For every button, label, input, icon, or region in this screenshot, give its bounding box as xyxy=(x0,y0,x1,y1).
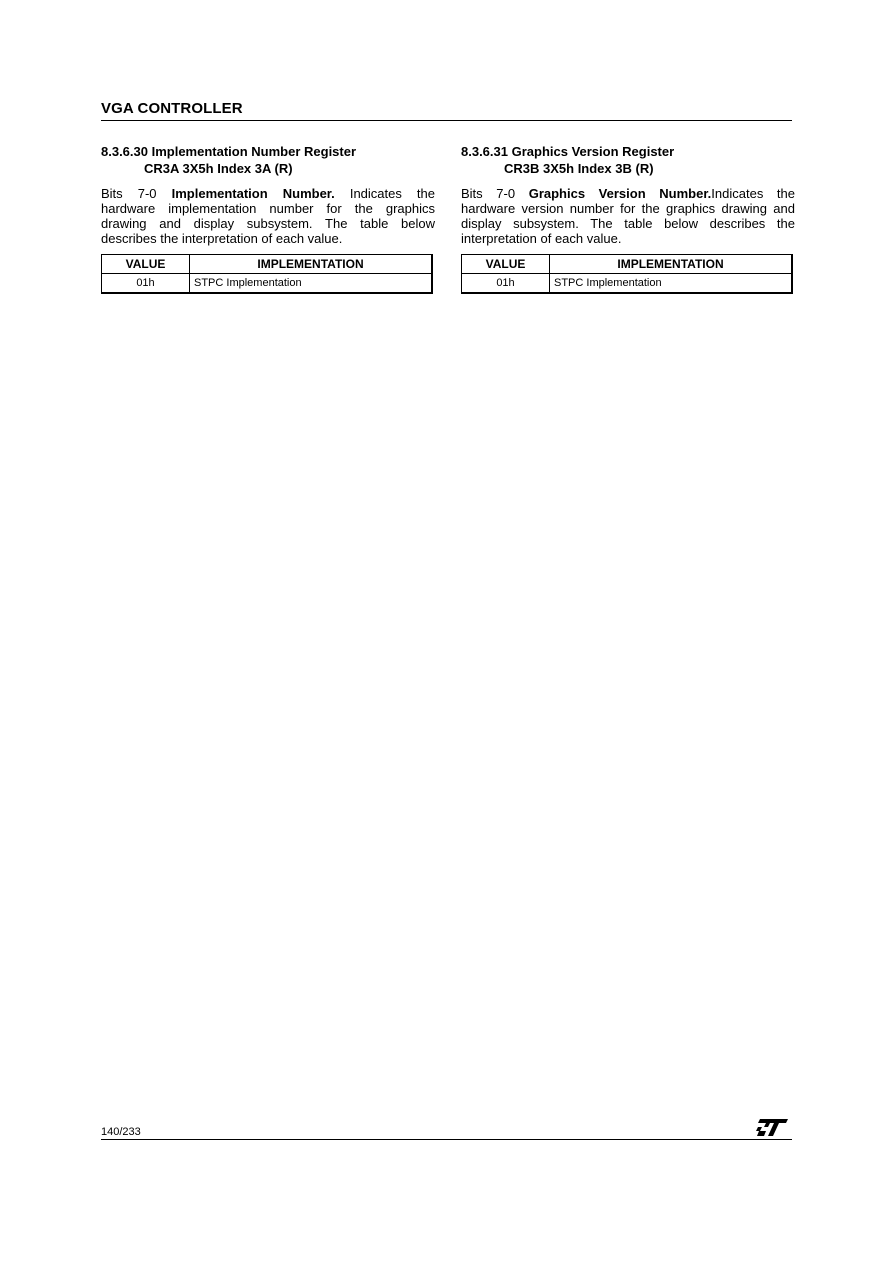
description-prefix: Bits 7-0 xyxy=(101,186,172,201)
cell-implementation: STPC Implementation xyxy=(550,274,793,294)
section-implementation-number xyxy=(101,143,435,294)
section-title xyxy=(101,143,435,177)
section-description xyxy=(461,186,795,246)
section-title-line2: CR3A 3X5h Index 3A (R) xyxy=(144,161,293,176)
description-text: Indicates the hardware version number for the graphics drawing and display subsystem. The table below describes the interpretation of each value. xyxy=(461,186,796,246)
description-text: Indicates the hardware implementation number for the graphics drawing and display subsystem. The table below describes the interpretation of each value. xyxy=(101,186,436,246)
column-header-value: VALUE xyxy=(102,255,190,274)
cell-value: 01h xyxy=(102,274,190,294)
cell-implementation: STPC Implementation xyxy=(190,274,433,294)
page-number: 140/233 xyxy=(101,1126,141,1138)
column-header-value: VALUE xyxy=(462,255,550,274)
section-title xyxy=(461,143,795,177)
value-table xyxy=(101,254,433,294)
value-table xyxy=(461,254,793,294)
description-prefix: Bits 7-0 xyxy=(461,186,529,201)
section-graphics-version xyxy=(461,143,795,294)
description-field-name: Graphics Version Number. xyxy=(528,186,712,201)
column-header-implementation: IMPLEMENTATION xyxy=(550,255,793,274)
st-logo-icon xyxy=(756,1117,790,1137)
cell-value: 01h xyxy=(462,274,550,294)
description-field-name: Implementation Number. xyxy=(171,186,335,201)
table-header-row xyxy=(102,255,433,274)
table-header-row xyxy=(462,255,793,274)
table-row xyxy=(462,274,793,294)
section-title-line2: CR3B 3X5h Index 3B (R) xyxy=(504,161,654,176)
header-divider xyxy=(101,120,792,121)
table-row xyxy=(102,274,433,294)
section-description xyxy=(101,186,435,246)
column-header-implementation: IMPLEMENTATION xyxy=(190,255,433,274)
section-title-line1: 8.3.6.30 Implementation Number Register xyxy=(101,144,357,159)
section-title-line1: 8.3.6.31 Graphics Version Register xyxy=(461,144,675,159)
footer-divider xyxy=(101,1139,792,1140)
page-header-title: VGA CONTROLLER xyxy=(101,100,243,117)
